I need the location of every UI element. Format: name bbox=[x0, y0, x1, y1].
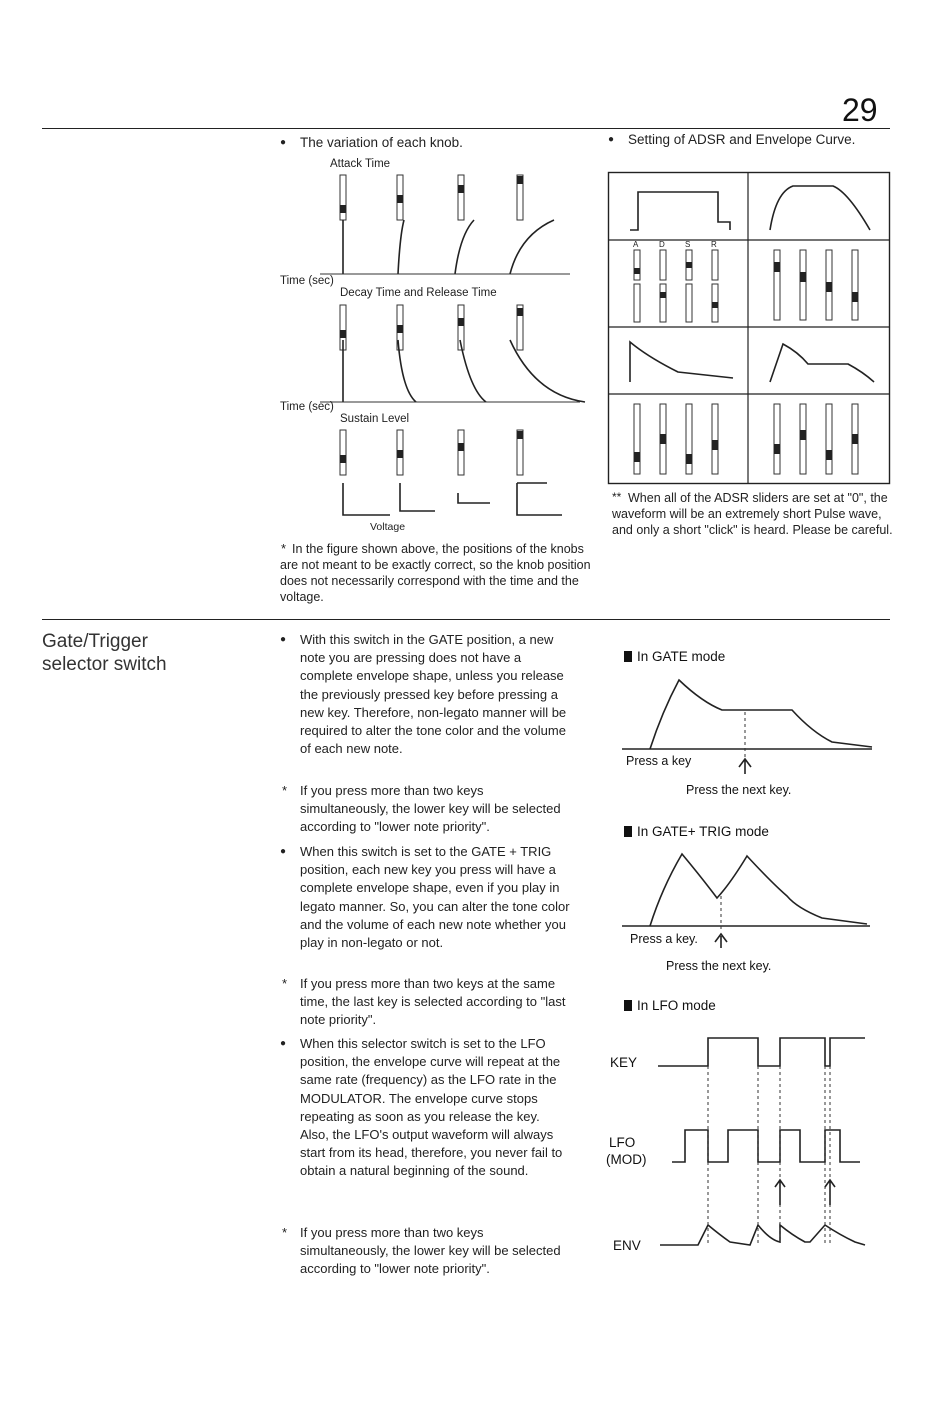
section-title-line1: Gate/Trigger bbox=[42, 631, 148, 652]
mode-square-icon bbox=[624, 1000, 632, 1011]
trig-press-key: Press a key. bbox=[630, 932, 698, 946]
attack-time-figure bbox=[280, 170, 580, 285]
gate-note-2: * If you press more than two keys at the same time, the last key is selected according to "last note priority". bbox=[300, 975, 570, 1030]
warning-stars: ** bbox=[612, 490, 622, 504]
section-title-line2: selector switch bbox=[42, 654, 167, 675]
page-number: 29 bbox=[842, 92, 878, 128]
lfo-key-label: KEY bbox=[610, 1055, 638, 1070]
lfo-mod-label: (MOD) bbox=[606, 1152, 647, 1167]
slider-letter-s: S bbox=[685, 240, 691, 249]
decay-time-figure bbox=[280, 300, 580, 410]
knob-footnote: In the figure shown above, the positions of the knobs are not meant to be exactly correct, so the knob position does not necessarily correspond with the time and the voltage. bbox=[280, 542, 591, 604]
knob-heading: ● The variation of each knob. bbox=[300, 134, 600, 152]
slider-letter-d: D bbox=[659, 240, 665, 249]
slider-letter-r: R bbox=[711, 240, 717, 249]
time-axis-label-1: Time (sec) bbox=[280, 275, 334, 287]
sustain-level-label: Sustain Level bbox=[340, 413, 410, 425]
section-rule bbox=[42, 619, 890, 620]
lfo-mode-label: In LFO mode bbox=[637, 998, 716, 1013]
adsr-sliders-row-2 bbox=[634, 404, 858, 474]
gate-para-1: ● With this switch in the GATE position, a new note you are pressing does not have a complete envelope shape, unless you release the previously pressed key before pressing a new key. Therefore, non-legato manner will be required to alter the tone color and the volume of each new note. bbox=[300, 631, 570, 758]
mode-square-icon bbox=[624, 651, 632, 662]
mode-square-icon bbox=[624, 826, 632, 837]
gate-para-2: ● When this switch is set to the GATE + TRIG position, each new key you press will have a complete envelope shape, even if you play in legato manner. So, you can alter the tone color and the volume of each new note whether you play in non-legato or not. bbox=[300, 843, 570, 952]
trig-next-key: Press the next key. bbox=[666, 959, 772, 973]
lfo-mode-diagram bbox=[650, 1030, 880, 1260]
gate-note-3: * If you press more than two keys simultaneously, the lower key will be selected according to "lower note priority". bbox=[300, 1224, 570, 1279]
attack-time-label: Attack Time bbox=[330, 158, 391, 170]
sustain-level-figure bbox=[280, 425, 580, 525]
lfo-env-label: ENV bbox=[613, 1238, 641, 1253]
time-axis-label-2: Time (sec) bbox=[280, 401, 334, 413]
gate-mode-title bbox=[624, 649, 725, 665]
adsr-warning: When all of the ADSR sliders are set at "0", the waveform will be an extremely short Pulse wave, and only a short "click" is heard. Please be careful. bbox=[612, 491, 893, 537]
trig-mode-label: In GATE+ TRIG mode bbox=[637, 824, 769, 839]
slider-letter-a: A bbox=[633, 240, 639, 249]
lfo-lfo-label: LFO bbox=[609, 1135, 636, 1150]
adsr-sliders-row-1 bbox=[634, 250, 858, 322]
trig-mode-title bbox=[624, 824, 769, 840]
adsr-heading: ● Setting of ADSR and Envelope Curve. bbox=[628, 131, 898, 149]
gate-mode-label: In GATE mode bbox=[637, 649, 726, 664]
lfo-mode-title bbox=[624, 998, 716, 1014]
decay-release-label: Decay Time and Release Time bbox=[340, 287, 497, 299]
gate-para-3: ● When this selector switch is set to the LFO position, the envelope curve will repeat at the same rate (frequency) as the LFO rate in the MODULATOR. The envelope curve stops repeating as soon as you release the key. Also, the LFO's output waveform will always start from its head, therefore, you never fail to obtain a natural beginning of the sound. bbox=[300, 1035, 570, 1181]
gate-note-1: * If you press more than two keys simultaneously, the lower key will be selected according to "lower note priority". bbox=[300, 782, 570, 837]
gate-press-key: Press a key bbox=[626, 754, 692, 768]
top-rule bbox=[42, 128, 890, 129]
gate-next-key: Press the next key. bbox=[686, 783, 792, 797]
voltage-label: Voltage bbox=[370, 521, 406, 533]
footnote-star: * bbox=[281, 541, 287, 556]
adsr-curve-grid bbox=[608, 172, 890, 484]
